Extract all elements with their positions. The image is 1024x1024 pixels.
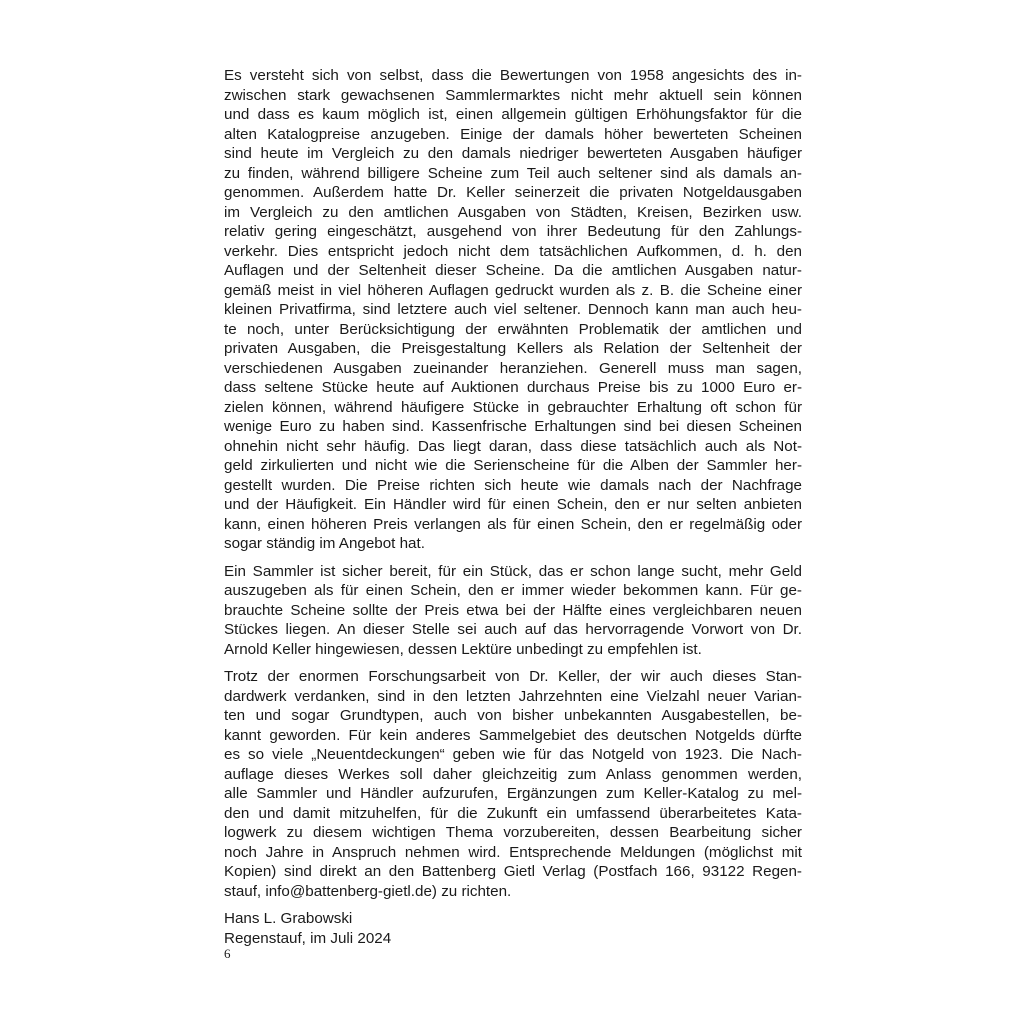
paragraph-3 xyxy=(224,667,802,901)
text-line: Stückes liegen. An dieser Stelle sei auch auf das hervorragende Vorwort von Dr. xyxy=(224,621,802,638)
text-line: Es versteht sich von selbst, dass die Bewertungen von 1958 angesichts des in- xyxy=(224,67,802,84)
text-line: und dass es kaum möglich ist, einen allgemein gültigen Erhöhungsfaktor für die xyxy=(224,106,802,123)
text-line: zu finden, während billigere Scheine zum Teil auch seltener sind als damals an- xyxy=(224,164,802,182)
text-line: zielen können, während häufigere Stücke in gebrauchter Erhaltung oft schon für xyxy=(224,398,802,416)
text-line: kleinen Privatfirma, sind letztere auch viel seltener. Dennoch kann man auch heu- xyxy=(224,301,802,318)
page-number: 6 xyxy=(224,946,231,961)
text-line: alten Katalogpreise anzugeben. Einige der damals höher bewerteten Scheinen xyxy=(224,125,802,143)
text-line: wenige Euro zu haben sind. Kassenfrische Erhaltungen sind bei diesen Scheinen xyxy=(224,418,802,435)
text-line: brauchte Scheine sollte der Preis etwa bei der Hälfte eines vergleichbaren neuen xyxy=(224,601,802,619)
text-line: relativ gering eingeschätzt, ausgehend von ihrer Bedeutung für den Zahlungs- xyxy=(224,223,802,240)
text-line: gemäß meist in viel höheren Auflagen gedruckt wurden als z. B. die Scheine einer xyxy=(224,281,802,299)
text-line: Kopien) sind direkt an den Battenberg Gietl Verlag (Postfach 166, 93122 Regen- xyxy=(224,863,802,880)
text-line: es so viele „Neuentdeckungen“ geben wie für das Notgeld von 1923. Die Nach- xyxy=(224,746,802,763)
text-line: im Vergleich zu den amtlichen Ausgaben von Städten, Kreisen, Bezirken usw. xyxy=(224,203,802,221)
text-line: gestellt wurden. Die Preise richten sich heute wie damals nach der Nachfrage xyxy=(224,476,802,494)
body-text xyxy=(224,66,802,948)
text-line: kann, einen höheren Preis verlangen als für einen Schein, den er regelmäßig oder xyxy=(224,515,802,533)
text-line: sind heute im Vergleich zu den damals niedriger bewerteten Ausgaben häufiger xyxy=(224,145,802,162)
text-line: den und damit mitzuhelfen, für die Zukunft ein umfassend überarbeitetes Kata- xyxy=(224,804,802,822)
text-line: alle Sammler und Händler aufzurufen, Ergänzungen zum Keller-Katalog zu mel- xyxy=(224,785,802,802)
text-line: verschiedenen Ausgaben zueinander heranziehen. Generell muss man sagen, xyxy=(224,359,802,377)
text-line: dardwerk verdanken, sind in den letzten Jahrzehnten eine Vielzahl neuer Varian- xyxy=(224,687,802,705)
text-line: verkehr. Dies entspricht jedoch nicht dem tatsächlichen Aufkommen, d. h. den xyxy=(224,242,802,260)
text-line: privaten Ausgaben, die Preisgestaltung Kellers als Relation der Seltenheit der xyxy=(224,340,802,357)
text-line: ohnehin nicht sehr häufig. Das liegt daran, dass diese tatsächlich auch als Not- xyxy=(224,437,802,455)
text-line: dass seltene Stücke heute auf Auktionen durchaus Preise bis zu 1000 Euro er- xyxy=(224,379,802,396)
place-date: Regenstauf, im Juli 2024 xyxy=(224,929,392,947)
paragraph-2 xyxy=(224,562,802,660)
text-line: logwerk zu diesem wichtigen Thema vorzubereiten, dessen Bearbeitung sicher xyxy=(224,824,802,841)
text-line: Arnold Keller hingewiesen, dessen Lektüre unbedingt zu empfehlen ist. xyxy=(224,640,702,658)
text-line: genommen. Außerdem hatte Dr. Keller seinerzeit die privaten Notgeldausgaben xyxy=(224,184,802,201)
text-line: stauf, info@battenberg-gietl.de) zu richten. xyxy=(224,882,512,900)
author-name: Hans L. Grabowski xyxy=(224,910,353,927)
text-line: auflage dieses Werkes soll daher gleichzeitig zum Anlass genommen werden, xyxy=(224,765,802,783)
text-line: Trotz der enormen Forschungsarbeit von Dr. Keller, der wir auch dieses Stan- xyxy=(224,668,802,685)
text-line: kannt geworden. Für kein anderes Sammelgebiet des deutschen Notgelds dürfte xyxy=(224,726,802,744)
signature-block xyxy=(224,909,802,948)
text-line: und der Häufigkeit. Ein Händler wird für einen Schein, den er nur selten anbieten xyxy=(224,496,802,513)
text-line: geld zirkulierten und nicht wie die Serienscheine für die Alben der Sammler her- xyxy=(224,457,802,474)
paragraph-1 xyxy=(224,66,802,554)
text-line: noch Jahre in Anspruch nehmen wird. Entsprechende Meldungen (möglichst mit xyxy=(224,843,802,861)
text-line: Auflagen und der Seltenheit dieser Scheine. Da die amtlichen Ausgaben natur- xyxy=(224,262,802,279)
text-line: Ein Sammler ist sicher bereit, für ein Stück, das er schon lange sucht, mehr Geld xyxy=(224,562,802,580)
text-line: sogar ständig im Angebot hat. xyxy=(224,535,425,552)
text-line: auszugeben als für einen Schein, den er immer wieder bekommen kann. Für ge- xyxy=(224,582,802,599)
text-line: zwischen stark gewachsenen Sammlermarktes nicht mehr aktuell sein können xyxy=(224,86,802,104)
text-line: ten und sogar Grundtypen, auch von bisher unbekannten Ausgabestellen, be- xyxy=(224,707,802,724)
text-line: te noch, unter Berücksichtigung der erwähnten Problematik der amtlichen und xyxy=(224,320,802,338)
